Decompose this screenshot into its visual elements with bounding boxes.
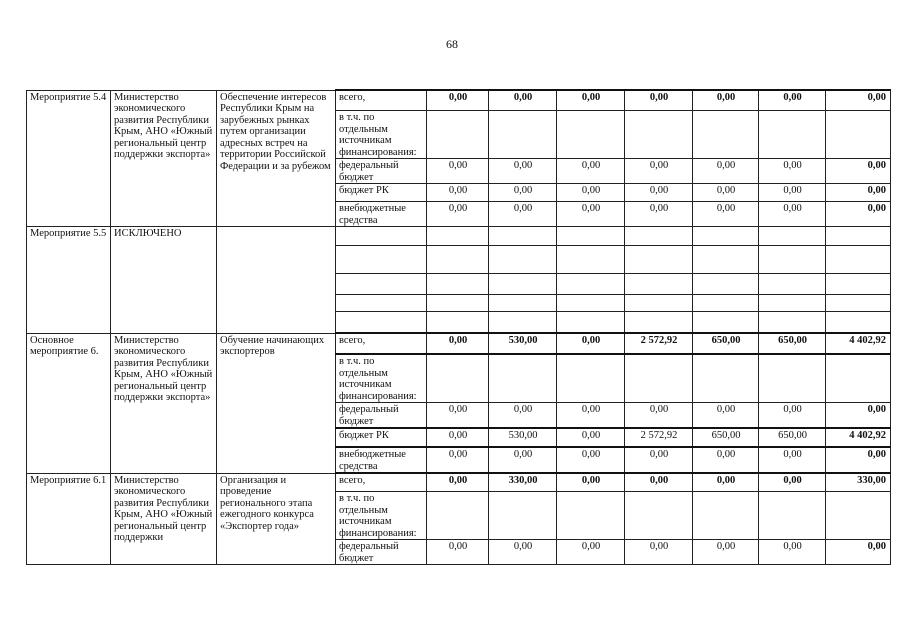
value-cell: 0,00 (489, 202, 557, 227)
value-cell: 0,00 (557, 202, 625, 227)
value-cell (625, 246, 693, 274)
value-cell: 0,00 (427, 473, 489, 492)
value-cell (557, 354, 625, 403)
value-cell (625, 295, 693, 312)
source-cell: бюджет РК (336, 428, 427, 447)
value-cell: 0,00 (759, 90, 826, 111)
value-cell (759, 274, 826, 295)
value-cell (489, 354, 557, 403)
value-cell: 0,00 (693, 447, 759, 473)
table-row (27, 227, 891, 246)
value-cell (693, 111, 759, 159)
value-cell: 0,00 (427, 90, 489, 111)
total-cell (826, 111, 891, 159)
value-cell (625, 354, 693, 403)
value-cell (759, 354, 826, 403)
value-cell (759, 246, 826, 274)
value-cell: 0,00 (759, 540, 826, 565)
value-cell: 0,00 (693, 540, 759, 565)
source-cell: всего, (336, 473, 427, 492)
total-cell (826, 274, 891, 295)
value-cell (759, 227, 826, 246)
total-cell: 0,00 (826, 90, 891, 111)
executor-cell: Министерство экономического развития Республики Крым, АНО «Южный региональный центр поддержки (111, 473, 217, 565)
value-cell (489, 111, 557, 159)
value-cell: 650,00 (693, 333, 759, 354)
value-cell: 0,00 (625, 184, 693, 202)
value-cell: 2 572,92 (625, 428, 693, 447)
value-cell: 0,00 (557, 90, 625, 111)
value-cell (625, 227, 693, 246)
source-cell (336, 274, 427, 295)
value-cell (489, 246, 557, 274)
total-cell (826, 227, 891, 246)
value-cell (427, 111, 489, 159)
value-cell (693, 354, 759, 403)
value-cell: 650,00 (759, 333, 826, 354)
value-cell: 0,00 (427, 184, 489, 202)
value-cell (557, 227, 625, 246)
table-row (27, 333, 891, 354)
value-cell (489, 295, 557, 312)
source-cell: в т.ч. по отдельным источникам финансирования: (336, 354, 427, 403)
value-cell: 0,00 (759, 202, 826, 227)
total-cell: 0,00 (826, 540, 891, 565)
source-cell: внебюджетные средства (336, 447, 427, 473)
value-cell (427, 246, 489, 274)
value-cell: 0,00 (759, 447, 826, 473)
source-cell: бюджет РК (336, 184, 427, 202)
total-cell: 330,00 (826, 473, 891, 492)
table-row (27, 473, 891, 492)
value-cell (557, 274, 625, 295)
value-cell (427, 295, 489, 312)
value-cell: 530,00 (489, 333, 557, 354)
value-cell (557, 492, 625, 540)
value-cell (557, 246, 625, 274)
value-cell: 0,00 (625, 90, 693, 111)
value-cell: 0,00 (759, 159, 826, 184)
total-cell: 4 402,92 (826, 428, 891, 447)
value-cell: 0,00 (557, 333, 625, 354)
value-cell: 0,00 (489, 184, 557, 202)
value-cell: 0,00 (427, 202, 489, 227)
total-cell (826, 354, 891, 403)
value-cell (557, 295, 625, 312)
value-cell: 0,00 (557, 428, 625, 447)
value-cell (759, 312, 826, 334)
value-cell (625, 312, 693, 334)
value-cell (625, 274, 693, 295)
total-cell (826, 295, 891, 312)
value-cell: 330,00 (489, 473, 557, 492)
executor-cell: Министерство экономического развития Республики Крым, АНО «Южный региональный центр поддержки экспорта» (111, 90, 217, 227)
value-cell: 0,00 (427, 159, 489, 184)
value-cell: 0,00 (427, 447, 489, 473)
value-cell (693, 492, 759, 540)
source-cell: всего, (336, 333, 427, 354)
value-cell: 0,00 (625, 403, 693, 429)
value-cell (427, 354, 489, 403)
value-cell: 0,00 (625, 447, 693, 473)
source-cell: внебюджетные средства (336, 202, 427, 227)
description-cell: Обучение начинающих экспортеров (217, 333, 336, 473)
event-cell: Мероприятие 5.4 (27, 90, 111, 227)
value-cell (427, 227, 489, 246)
event-cell: Основное мероприятие 6. (27, 333, 111, 473)
source-cell: федеральный бюджет (336, 159, 427, 184)
value-cell (759, 492, 826, 540)
value-cell (489, 312, 557, 334)
value-cell: 0,00 (489, 540, 557, 565)
description-cell (217, 227, 336, 334)
value-cell: 0,00 (693, 184, 759, 202)
page-number: 68 (446, 37, 458, 51)
value-cell: 650,00 (759, 428, 826, 447)
value-cell: 0,00 (625, 202, 693, 227)
value-cell: 0,00 (625, 159, 693, 184)
total-cell: 4 402,92 (826, 333, 891, 354)
value-cell (427, 312, 489, 334)
source-cell (336, 227, 427, 246)
source-cell: всего, (336, 90, 427, 111)
value-cell: 530,00 (489, 428, 557, 447)
total-cell: 0,00 (826, 184, 891, 202)
value-cell (693, 274, 759, 295)
value-cell: 0,00 (759, 184, 826, 202)
value-cell (427, 492, 489, 540)
event-cell: Мероприятие 5.5 (27, 227, 111, 334)
value-cell: 2 572,92 (625, 333, 693, 354)
value-cell: 0,00 (693, 202, 759, 227)
value-cell: 0,00 (693, 403, 759, 429)
value-cell: 0,00 (557, 159, 625, 184)
value-cell (489, 492, 557, 540)
value-cell (759, 295, 826, 312)
value-cell: 0,00 (759, 473, 826, 492)
source-cell (336, 312, 427, 334)
value-cell: 0,00 (759, 403, 826, 429)
value-cell: 0,00 (489, 403, 557, 429)
total-cell: 0,00 (826, 202, 891, 227)
value-cell: 0,00 (693, 159, 759, 184)
value-cell (557, 312, 625, 334)
value-cell: 0,00 (489, 159, 557, 184)
value-cell: 0,00 (489, 90, 557, 111)
source-cell: федеральный бюджет (336, 540, 427, 565)
value-cell (693, 312, 759, 334)
value-cell: 0,00 (557, 540, 625, 565)
source-cell: в т.ч. по отдельным источникам финансирования: (336, 111, 427, 159)
value-cell: 0,00 (489, 447, 557, 473)
value-cell (693, 295, 759, 312)
value-cell: 0,00 (625, 540, 693, 565)
executor-cell: ИСКЛЮЧЕНО (111, 227, 217, 334)
source-cell: федеральный бюджет (336, 403, 427, 429)
value-cell (625, 492, 693, 540)
value-cell (427, 274, 489, 295)
value-cell: 0,00 (427, 403, 489, 429)
value-cell (489, 274, 557, 295)
event-cell: Мероприятие 6.1 (27, 473, 111, 565)
total-cell (826, 492, 891, 540)
value-cell: 0,00 (557, 403, 625, 429)
value-cell: 0,00 (427, 333, 489, 354)
value-cell (625, 111, 693, 159)
value-cell: 0,00 (427, 428, 489, 447)
value-cell: 0,00 (693, 473, 759, 492)
total-cell (826, 246, 891, 274)
value-cell: 0,00 (557, 447, 625, 473)
value-cell (693, 246, 759, 274)
source-cell (336, 295, 427, 312)
value-cell (489, 227, 557, 246)
table-row (27, 90, 891, 111)
description-cell: Обеспечение интересов Республики Крым на зарубежных рынках путем организации адресных встреч на территории Российской Федерации и за рубежом (217, 90, 336, 227)
value-cell (693, 227, 759, 246)
budget-table (26, 89, 891, 565)
value-cell: 650,00 (693, 428, 759, 447)
value-cell (557, 111, 625, 159)
source-cell: в т.ч. по отдельным источникам финансирования: (336, 492, 427, 540)
value-cell (759, 111, 826, 159)
executor-cell: Министерство экономического развития Республики Крым, АНО «Южный региональный центр поддержки экспорта» (111, 333, 217, 473)
description-cell: Организация и проведение регионального этапа ежегодного конкурса «Экспортер года» (217, 473, 336, 565)
value-cell: 0,00 (693, 90, 759, 111)
value-cell: 0,00 (427, 540, 489, 565)
total-cell (826, 312, 891, 334)
value-cell: 0,00 (557, 473, 625, 492)
value-cell: 0,00 (625, 473, 693, 492)
value-cell: 0,00 (557, 184, 625, 202)
total-cell: 0,00 (826, 447, 891, 473)
source-cell (336, 246, 427, 274)
total-cell: 0,00 (826, 159, 891, 184)
total-cell: 0,00 (826, 403, 891, 429)
